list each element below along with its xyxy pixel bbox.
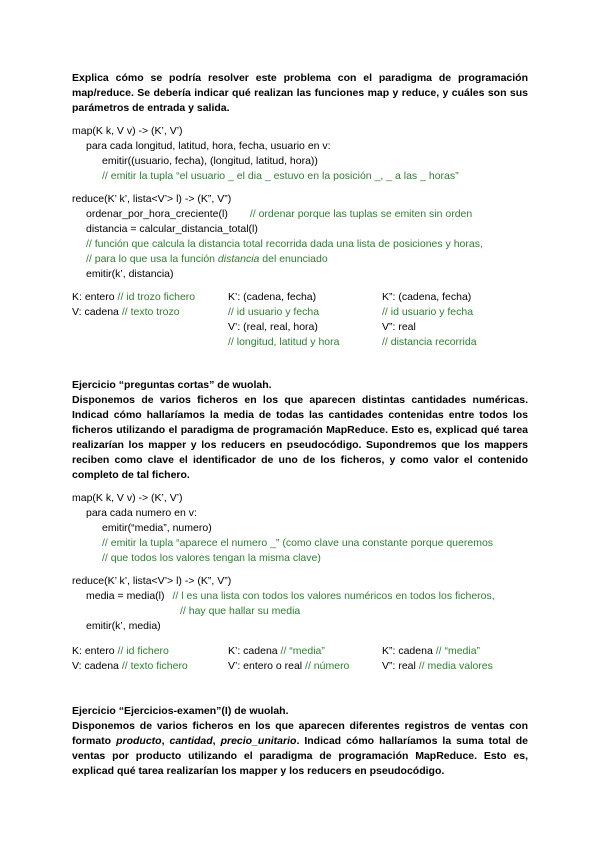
section2-intro: Disponemos de varios ficheros en los que aparecen distintas cantidades numéricas. Indicad cómo hallaríamos la media de todas las cantidades contenidas entre todos los ficheros utilizando el paradigma de programación MapReduce. Esto es, explicad qué tarea realizarían los mapper y los reducers en pseudocódigo. Supondremos que los mappers reciben como clave el identificador de uno de los ficheros, y como valor el contenido completo de tal fichero. [72, 394, 528, 481]
field-producto: producto [116, 735, 162, 747]
section2-title: Ejercicio “preguntas cortas” de wuolah. [72, 379, 272, 391]
map-comment: // emitir la tupla “el usuario _ el dia _ estuvo en la posición _, _ a las _ horas” [102, 170, 459, 182]
type2-v2-comment: // media valores [418, 660, 493, 672]
type-k-label: K: entero [72, 291, 118, 303]
reduce-comment-2-post: del enunciado [259, 253, 328, 265]
type2-k [72, 644, 228, 659]
type-v1: V’: (real, real, hora) [228, 321, 318, 333]
map2-comment-2: // que todos los valores tengan la misma clave) [102, 552, 321, 564]
type2-k1 [228, 644, 382, 659]
section1-types [72, 290, 528, 350]
type-k1: K’: (cadena, fecha) [228, 291, 317, 303]
type2-k2 [382, 644, 528, 659]
types2-col-input [72, 644, 228, 674]
reduce2-comment-1: // l es una lista con todos los valores numéricos en todos los ficheros, [172, 590, 495, 602]
document-page [72, 71, 528, 779]
reduce-comment-1: // función que calcula la distancia total recorrida dada una lista de posiciones y horas, [86, 238, 483, 250]
type2-v2 [382, 659, 528, 674]
reduce2-signature: reduce(K’ k’, lista<V’> l) -> (K”, V”) [72, 575, 232, 587]
section1-map-code [72, 124, 528, 184]
type2-v1-comment: // número [305, 660, 350, 672]
type-v2-comment: // distancia recorrida [382, 336, 477, 348]
field-cantidad: cantidad [169, 735, 213, 747]
reduce-signature: reduce(K’ k’, lista<V’> l) -> (K”, V”) [72, 193, 232, 205]
reduce-distance: distancia = calcular_distancia_total(l) [86, 223, 258, 235]
field-precio-unitario: precio_unitario [220, 735, 297, 747]
type-k2-comment: // id usuario y fecha [382, 306, 474, 318]
map2-loop: para cada numero en v: [86, 507, 197, 519]
section3-intro [72, 719, 528, 779]
type-k1-comment: // id usuario y fecha [228, 306, 320, 318]
type-v-label: V: cadena [72, 306, 122, 318]
types2-col-intermediate [228, 644, 382, 674]
type2-k-comment: // id fichero [117, 645, 169, 657]
type2-v-label: V: cadena [72, 660, 122, 672]
reduce-comment-2-pre: // para lo que usa la función [86, 253, 218, 265]
reduce-order-comment: // ordenar porque las tuplas se emiten sin orden [249, 208, 473, 220]
map-loop: para cada longitud, latitud, hora, fecha, usuario en v: [86, 140, 331, 152]
map-emit: emitir((usuario, fecha), (longitud, latitud, hora)) [102, 155, 318, 167]
types-col-intermediate [228, 290, 382, 350]
map-signature: map(K k, V v) -> (K’, V’) [72, 125, 183, 137]
type-v-comment: // texto trozo [121, 306, 180, 318]
reduce2-comment-2: // hay que hallar su media [180, 605, 301, 617]
type2-v2-label: V”: real [382, 660, 419, 672]
type2-k1-label: K’: cadena [228, 645, 281, 657]
reduce2-media-line [72, 589, 528, 604]
map2-emit: emitir(“media”, numero) [102, 522, 212, 534]
reduce-comment-2 [72, 252, 528, 267]
types-col-input [72, 290, 228, 350]
type2-v-comment: // texto fichero [121, 660, 188, 672]
section3-intro-post: . Indicad cómo hallaríamos la suma total de ventas por producto utilizando el paradigma de programación MapReduce. Esto es, explicad qué tarea realizarían los mapper y los reducers en pseudocódigo. [72, 735, 528, 777]
map2-signature: map(K k, V v) -> (K’, V’) [72, 492, 183, 504]
type-k2: K”: (cadena, fecha) [382, 291, 472, 303]
type-k [72, 290, 228, 305]
reduce-emit: emitir(k’, distancia) [86, 268, 174, 280]
section2-map-code [72, 491, 528, 566]
section1-reduce-code [72, 192, 528, 282]
types-col-output [382, 290, 528, 350]
section1-intro: Explica cómo se podría resolver este problema con el paradigma de programación map/reduce. Se debería indicar qué realizan las funciones map y reduce, y cuáles son sus parámetros de entrada y salida. [72, 72, 528, 114]
type-v [72, 305, 228, 320]
type2-v1-label: V’: entero o real [228, 660, 306, 672]
type2-k2-comment: // “media” [435, 645, 481, 657]
section2-types [72, 644, 528, 674]
section3-intro-pre: Disponemos de varios ficheros en los que aparecen diferentes registros de ventas con formato [72, 720, 528, 747]
section2-reduce-code [72, 574, 528, 634]
type-v1-comment: // longitud, latitud y hora [228, 336, 340, 348]
type2-k2-label: K”: cadena [382, 645, 436, 657]
type2-k-label: K: entero [72, 645, 118, 657]
type2-v1 [228, 659, 382, 674]
type2-k1-comment: // “media” [280, 645, 325, 657]
reduce-comment-2-function: distancia [217, 253, 260, 265]
type2-v [72, 659, 228, 674]
field-sep-2: , [212, 735, 221, 747]
map2-comment-1: // emitir la tupla “aparece el numero _” (como clave una constante porque queremos [102, 537, 494, 549]
types2-col-output [382, 644, 528, 674]
reduce2-emit: emitir(k’, media) [86, 620, 161, 632]
reduce2-media: media = media(l) [86, 590, 165, 602]
reduce-order: ordenar_por_hora_creciente(l) [86, 208, 228, 220]
field-sep-1: , [161, 735, 170, 747]
type-v2: V”: real [382, 321, 416, 333]
section3-title: Ejercicio “Ejercicios-examen”(I) de wuolah. [72, 705, 289, 717]
reduce-order-line [72, 207, 528, 222]
type-k-comment: // id trozo fichero [117, 291, 196, 303]
